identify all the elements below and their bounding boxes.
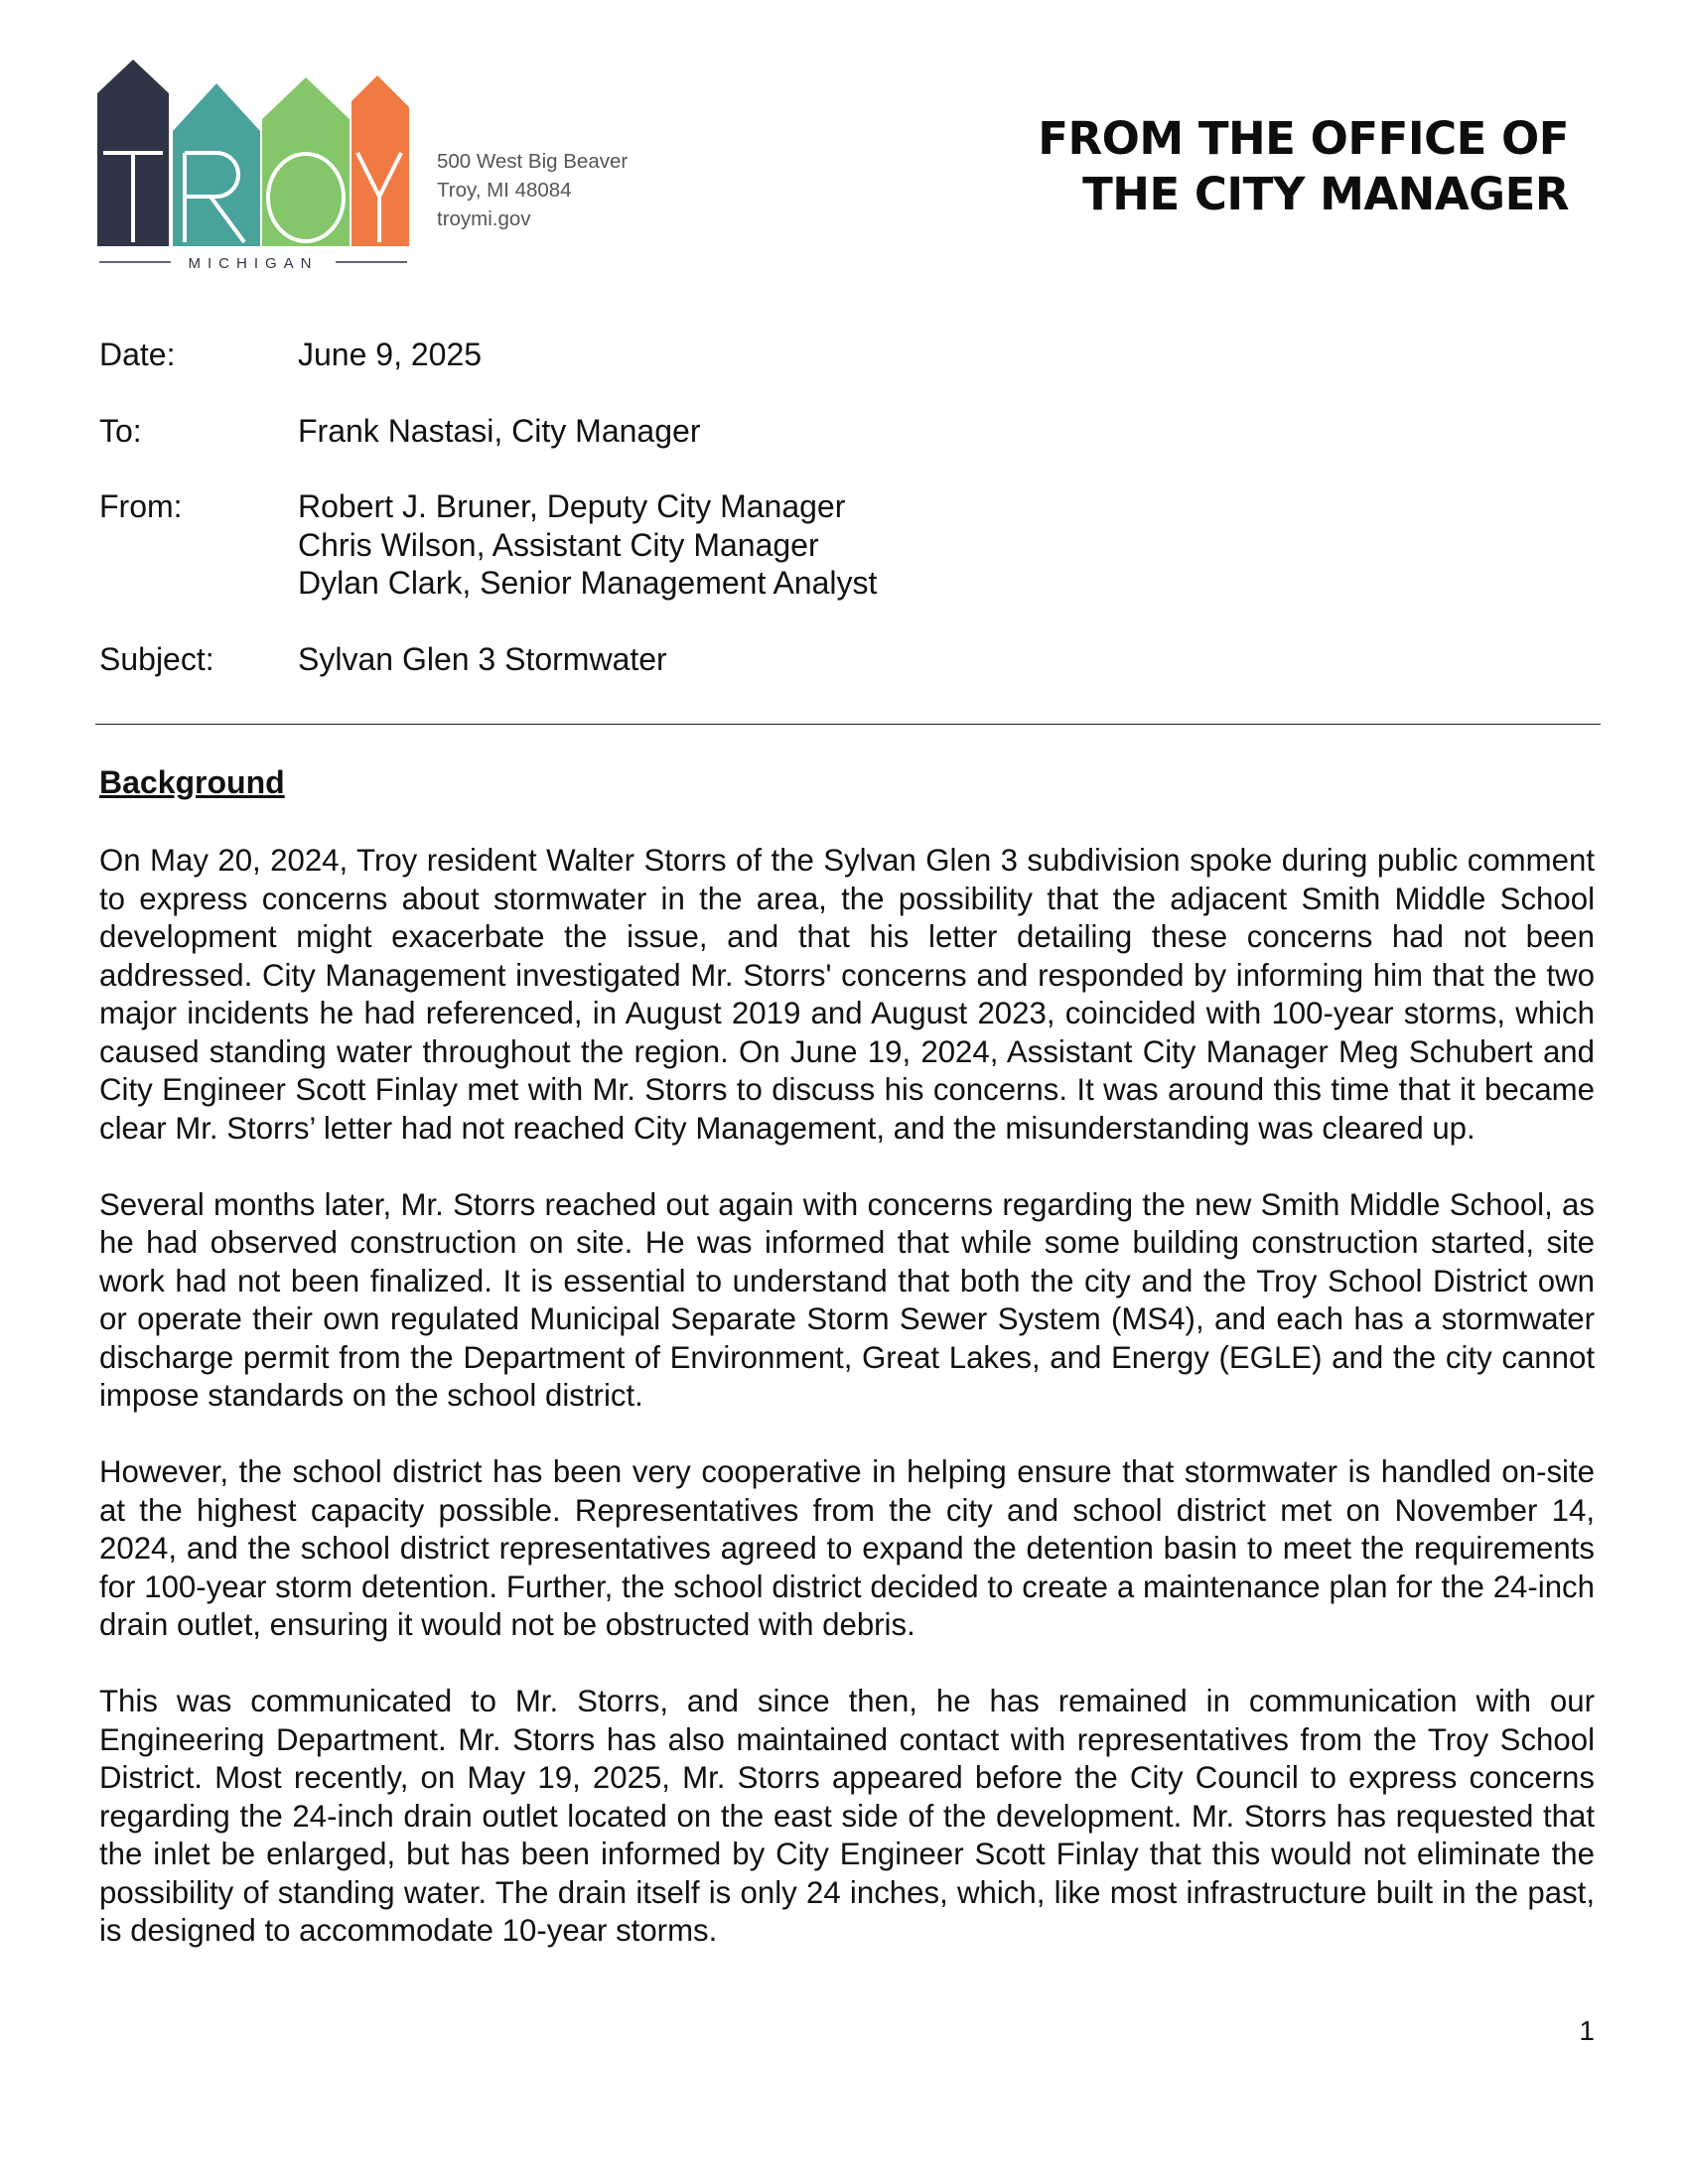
memo-to-row <box>99 412 877 451</box>
office-title-line-1: FROM THE OFFICE OF <box>1038 112 1569 165</box>
troy-logo <box>97 58 409 272</box>
memo-header <box>99 336 877 716</box>
body-paragraph: However, the school district has been very cooperative in helping ensure that stormwater is handled on-site at the highest capacity possible. Representatives from the city and school district met on November 14, 2024, and the school district representatives agreed to expand the detention basin to meet the requirements for 100-year storm detention. Further, the school district decided to create a maintenance plan for the 24-inch drain outlet, ensuring it would not be obstructed with debris. <box>99 1454 1595 1642</box>
memo-from-value: Robert J. Bruner, Deputy City Manager <box>298 488 846 524</box>
memo-subject-value: Sylvan Glen 3 Stormwater <box>298 640 667 677</box>
memo-from-value: Chris Wilson, Assistant City Manager <box>298 526 819 563</box>
logo-subtitle: MICHIGAN <box>188 255 319 272</box>
city-address <box>437 147 628 233</box>
office-title-line-2: THE CITY MANAGER <box>1082 168 1569 220</box>
page-number: 1 <box>1579 2015 1595 2046</box>
memo-to-value: Frank Nastasi, City Manager <box>298 412 701 449</box>
memo-date-row <box>99 336 877 374</box>
memo-subject-label: Subject: <box>99 640 214 677</box>
memo-from-value: Dylan Clark, Senior Management Analyst <box>298 565 878 601</box>
memo-to-label: To: <box>99 412 142 449</box>
body-paragraph: This was communicated to Mr. Storrs, and since then, he has remained in communication with our Engineering Department. Mr. Storrs has also maintained contact with representatives from the Troy School District. Most recently, on May 19, 2025, Mr. Storrs appeared before the City Council to express concerns regarding the 24-inch drain outlet located on the east side of the development. Mr. Storrs has requested that the inlet be enlarged, but has been informed by City Engineer Scott Finlay that this would not eliminate the possibility of standing water. The drain itself is only 24 inches, which, like most infrastructure built in the past, is designed to accommodate 10-year storms. <box>99 1684 1595 1948</box>
body-paragraph: On May 20, 2024, Troy resident Walter Storrs of the Sylvan Glen 3 subdivision spoke during public comment to express concerns about stormwater in the area, the possibility that the adjacent Smith Middle School development might exacerbate the issue, and that his letter detailing these concerns had not been addressed. City Management investigated Mr. Storrs' concerns and responded by informing him that the two major incidents he had referenced, in August 2019 and August 2023, coincided with 100-year storms, which caused standing water throughout the region. On June 19, 2024, Assistant City Manager Meg Schubert and City Engineer Scott Finlay met with Mr. Storrs to discuss his concerns. It was around this time that it became clear Mr. Storrs’ letter had not reached City Management, and the misunderstanding was cleared up. <box>99 843 1595 1146</box>
address-street: 500 West Big Beaver <box>437 150 629 173</box>
section-heading: Background <box>99 764 285 800</box>
address-city: Troy, MI 48084 <box>437 179 572 202</box>
memo-date-value: June 9, 2025 <box>298 337 483 372</box>
memo-date-label: Date: <box>99 337 176 372</box>
address-website: troymi.gov <box>437 207 531 230</box>
header-divider <box>95 724 1601 725</box>
memo-subject-row <box>99 640 877 679</box>
memo-from-row <box>99 487 877 603</box>
office-title <box>1038 111 1569 222</box>
memo-body <box>99 842 1595 1988</box>
body-paragraph: Several months later, Mr. Storrs reached out again with concerns regarding the new Smith Middle School, as he had observed construction on site. He was informed that while some building construction started, site work had not been finalized. It is essential to understand that both the city and the Troy School District own or operate their own regulated Municipal Separate Storm Sewer System (MS4), and each has a stormwater discharge permit from the Department of Environment, Great Lakes, and Energy (EGLE) and the city cannot impose standards on the school district. <box>99 1186 1595 1413</box>
memo-from-label: From: <box>99 488 183 524</box>
